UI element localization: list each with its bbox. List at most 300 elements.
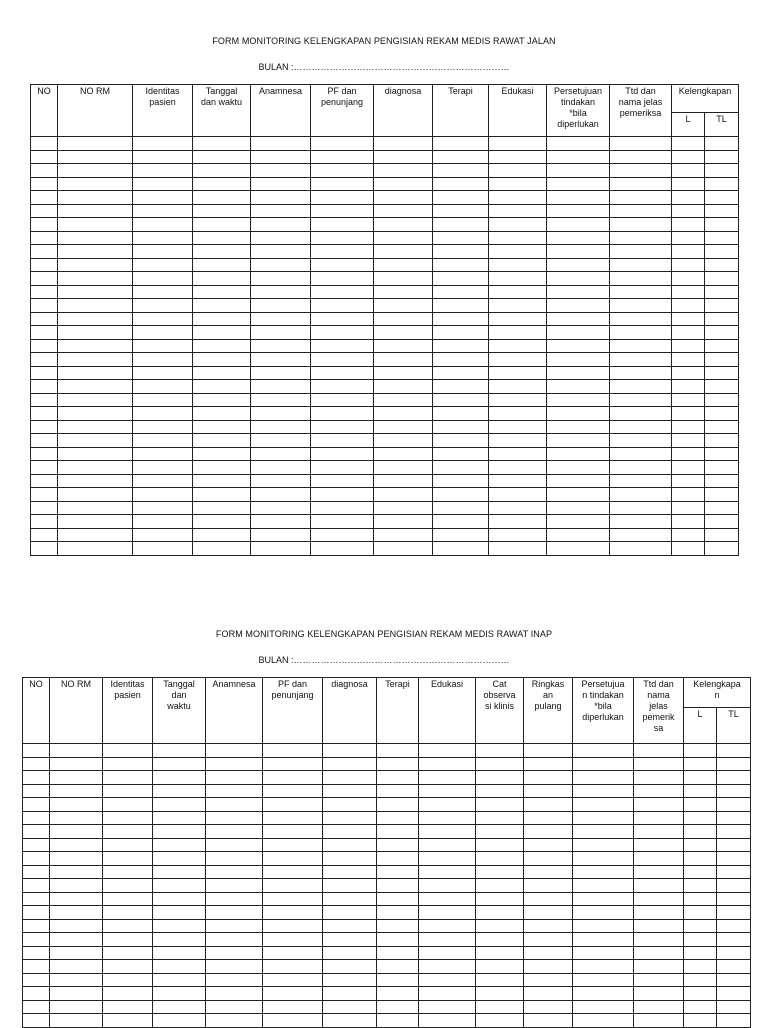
table-cell[interactable]: [153, 838, 206, 852]
table-cell[interactable]: [476, 960, 524, 974]
table-cell[interactable]: [705, 204, 739, 218]
table-cell[interactable]: [433, 393, 489, 407]
table-cell[interactable]: [547, 245, 610, 259]
table-cell[interactable]: [311, 191, 374, 205]
table-cell[interactable]: [193, 312, 251, 326]
table-cell[interactable]: [610, 434, 672, 448]
table-cell[interactable]: [251, 164, 311, 178]
table-cell[interactable]: [193, 231, 251, 245]
table-cell[interactable]: [103, 933, 153, 947]
table-cell[interactable]: [153, 825, 206, 839]
table-cell[interactable]: [547, 218, 610, 232]
table-cell[interactable]: [311, 488, 374, 502]
table-cell[interactable]: [672, 461, 705, 475]
table-cell[interactable]: [31, 339, 58, 353]
table-cell[interactable]: [133, 150, 193, 164]
table-cell[interactable]: [489, 366, 547, 380]
table-cell[interactable]: [433, 218, 489, 232]
table-cell[interactable]: [374, 150, 433, 164]
table-cell[interactable]: [610, 285, 672, 299]
table-cell[interactable]: [206, 757, 263, 771]
table-cell[interactable]: [193, 528, 251, 542]
table-cell[interactable]: [433, 326, 489, 340]
table-cell[interactable]: [23, 1014, 50, 1028]
table-cell[interactable]: [251, 204, 311, 218]
table-cell[interactable]: [489, 339, 547, 353]
table-cell[interactable]: [476, 919, 524, 933]
table-cell[interactable]: [323, 811, 377, 825]
table-cell[interactable]: [476, 1000, 524, 1014]
table-cell[interactable]: [103, 798, 153, 812]
table-cell[interactable]: [374, 285, 433, 299]
table-cell[interactable]: [524, 771, 573, 785]
table-cell[interactable]: [433, 339, 489, 353]
table-cell[interactable]: [672, 528, 705, 542]
table-cell[interactable]: [433, 407, 489, 421]
table-cell[interactable]: [684, 933, 717, 947]
table-cell[interactable]: [573, 825, 634, 839]
table-cell[interactable]: [50, 852, 103, 866]
table-cell[interactable]: [433, 501, 489, 515]
table-cell[interactable]: [153, 771, 206, 785]
table-cell[interactable]: [133, 204, 193, 218]
table-cell[interactable]: [50, 825, 103, 839]
table-cell[interactable]: [684, 973, 717, 987]
table-cell[interactable]: [374, 528, 433, 542]
table-cell[interactable]: [524, 987, 573, 1001]
table-cell[interactable]: [206, 771, 263, 785]
table-cell[interactable]: [31, 366, 58, 380]
table-cell[interactable]: [311, 353, 374, 367]
table-cell[interactable]: [311, 366, 374, 380]
table-cell[interactable]: [547, 420, 610, 434]
table-cell[interactable]: [377, 1000, 419, 1014]
table-cell[interactable]: [705, 434, 739, 448]
table-cell[interactable]: [684, 744, 717, 758]
table-cell[interactable]: [374, 434, 433, 448]
table-cell[interactable]: [311, 528, 374, 542]
table-cell[interactable]: [634, 771, 684, 785]
table-cell[interactable]: [705, 245, 739, 259]
table-cell[interactable]: [524, 852, 573, 866]
table-cell[interactable]: [31, 285, 58, 299]
table-cell[interactable]: [58, 177, 133, 191]
table-cell[interactable]: [103, 784, 153, 798]
table-cell[interactable]: [672, 272, 705, 286]
table-cell[interactable]: [58, 150, 133, 164]
table-cell[interactable]: [547, 515, 610, 529]
table-cell[interactable]: [634, 852, 684, 866]
table-cell[interactable]: [717, 973, 751, 987]
table-cell[interactable]: [311, 150, 374, 164]
table-cell[interactable]: [193, 542, 251, 556]
table-cell[interactable]: [377, 906, 419, 920]
table-cell[interactable]: [419, 865, 476, 879]
table-cell[interactable]: [705, 272, 739, 286]
table-cell[interactable]: [263, 960, 323, 974]
table-cell[interactable]: [547, 447, 610, 461]
table-cell[interactable]: [610, 515, 672, 529]
table-cell[interactable]: [524, 933, 573, 947]
table-cell[interactable]: [374, 258, 433, 272]
table-cell[interactable]: [193, 447, 251, 461]
table-cell[interactable]: [489, 299, 547, 313]
table-cell[interactable]: [717, 1000, 751, 1014]
table-cell[interactable]: [377, 919, 419, 933]
table-cell[interactable]: [103, 960, 153, 974]
table-cell[interactable]: [251, 366, 311, 380]
table-cell[interactable]: [50, 946, 103, 960]
table-cell[interactable]: [193, 191, 251, 205]
table-cell[interactable]: [547, 204, 610, 218]
table-cell[interactable]: [133, 164, 193, 178]
table-cell[interactable]: [476, 933, 524, 947]
table-cell[interactable]: [547, 339, 610, 353]
table-cell[interactable]: [193, 258, 251, 272]
table-cell[interactable]: [489, 312, 547, 326]
table-cell[interactable]: [717, 946, 751, 960]
table-cell[interactable]: [433, 177, 489, 191]
table-cell[interactable]: [58, 285, 133, 299]
table-cell[interactable]: [433, 150, 489, 164]
table-cell[interactable]: [489, 272, 547, 286]
table-cell[interactable]: [133, 231, 193, 245]
table-cell[interactable]: [672, 137, 705, 151]
table-cell[interactable]: [573, 852, 634, 866]
table-cell[interactable]: [58, 164, 133, 178]
table-cell[interactable]: [634, 1014, 684, 1028]
table-cell[interactable]: [193, 380, 251, 394]
table-cell[interactable]: [672, 299, 705, 313]
table-cell[interactable]: [311, 474, 374, 488]
table-cell[interactable]: [547, 461, 610, 475]
table-cell[interactable]: [31, 420, 58, 434]
table-cell[interactable]: [433, 137, 489, 151]
table-cell[interactable]: [672, 380, 705, 394]
table-cell[interactable]: [419, 960, 476, 974]
table-cell[interactable]: [251, 353, 311, 367]
table-cell[interactable]: [476, 784, 524, 798]
table-cell[interactable]: [251, 137, 311, 151]
table-cell[interactable]: [573, 744, 634, 758]
table-cell[interactable]: [23, 865, 50, 879]
table-cell[interactable]: [311, 231, 374, 245]
table-cell[interactable]: [672, 474, 705, 488]
table-cell[interactable]: [524, 960, 573, 974]
table-cell[interactable]: [433, 191, 489, 205]
table-cell[interactable]: [717, 744, 751, 758]
table-cell[interactable]: [23, 798, 50, 812]
table-cell[interactable]: [251, 177, 311, 191]
table-cell[interactable]: [251, 245, 311, 259]
table-cell[interactable]: [206, 825, 263, 839]
table-cell[interactable]: [374, 542, 433, 556]
table-cell[interactable]: [717, 811, 751, 825]
table-cell[interactable]: [610, 218, 672, 232]
table-cell[interactable]: [684, 838, 717, 852]
table-cell[interactable]: [103, 973, 153, 987]
table-cell[interactable]: [323, 987, 377, 1001]
table-cell[interactable]: [206, 960, 263, 974]
table-cell[interactable]: [31, 488, 58, 502]
table-cell[interactable]: [489, 245, 547, 259]
table-cell[interactable]: [374, 407, 433, 421]
table-cell[interactable]: [251, 231, 311, 245]
table-cell[interactable]: [476, 852, 524, 866]
table-cell[interactable]: [50, 1014, 103, 1028]
table-cell[interactable]: [610, 461, 672, 475]
table-cell[interactable]: [547, 380, 610, 394]
table-cell[interactable]: [705, 353, 739, 367]
table-cell[interactable]: [489, 258, 547, 272]
table-cell[interactable]: [705, 393, 739, 407]
table-cell[interactable]: [31, 474, 58, 488]
table-cell[interactable]: [193, 474, 251, 488]
table-cell[interactable]: [374, 326, 433, 340]
table-cell[interactable]: [684, 1014, 717, 1028]
table-cell[interactable]: [153, 946, 206, 960]
table-cell[interactable]: [717, 987, 751, 1001]
table-cell[interactable]: [705, 177, 739, 191]
table-cell[interactable]: [634, 906, 684, 920]
table-cell[interactable]: [374, 420, 433, 434]
table-cell[interactable]: [573, 973, 634, 987]
table-cell[interactable]: [31, 447, 58, 461]
table-cell[interactable]: [547, 474, 610, 488]
table-cell[interactable]: [31, 137, 58, 151]
table-cell[interactable]: [153, 987, 206, 1001]
table-cell[interactable]: [705, 366, 739, 380]
table-cell[interactable]: [672, 218, 705, 232]
table-cell[interactable]: [133, 245, 193, 259]
table-cell[interactable]: [23, 1000, 50, 1014]
table-cell[interactable]: [50, 798, 103, 812]
table-cell[interactable]: [311, 393, 374, 407]
table-cell[interactable]: [133, 258, 193, 272]
table-cell[interactable]: [311, 542, 374, 556]
table-cell[interactable]: [153, 852, 206, 866]
table-cell[interactable]: [50, 933, 103, 947]
table-cell[interactable]: [103, 852, 153, 866]
table-cell[interactable]: [573, 892, 634, 906]
table-cell[interactable]: [419, 973, 476, 987]
table-cell[interactable]: [524, 973, 573, 987]
table-cell[interactable]: [133, 528, 193, 542]
table-cell[interactable]: [58, 461, 133, 475]
table-cell[interactable]: [50, 757, 103, 771]
table-cell[interactable]: [705, 299, 739, 313]
table-cell[interactable]: [547, 231, 610, 245]
table-cell[interactable]: [206, 798, 263, 812]
table-cell[interactable]: [672, 204, 705, 218]
table-cell[interactable]: [263, 757, 323, 771]
table-cell[interactable]: [193, 218, 251, 232]
table-cell[interactable]: [705, 218, 739, 232]
table-cell[interactable]: [323, 960, 377, 974]
table-cell[interactable]: [524, 757, 573, 771]
table-cell[interactable]: [419, 919, 476, 933]
table-cell[interactable]: [251, 312, 311, 326]
table-cell[interactable]: [705, 150, 739, 164]
table-cell[interactable]: [705, 542, 739, 556]
table-cell[interactable]: [419, 1000, 476, 1014]
table-cell[interactable]: [672, 245, 705, 259]
table-cell[interactable]: [489, 150, 547, 164]
table-cell[interactable]: [524, 798, 573, 812]
table-cell[interactable]: [419, 838, 476, 852]
table-cell[interactable]: [193, 272, 251, 286]
table-cell[interactable]: [103, 1014, 153, 1028]
table-cell[interactable]: [705, 326, 739, 340]
table-cell[interactable]: [263, 852, 323, 866]
table-cell[interactable]: [684, 771, 717, 785]
table-cell[interactable]: [193, 488, 251, 502]
table-cell[interactable]: [433, 542, 489, 556]
table-cell[interactable]: [610, 177, 672, 191]
table-cell[interactable]: [193, 285, 251, 299]
table-cell[interactable]: [717, 892, 751, 906]
table-cell[interactable]: [377, 757, 419, 771]
table-cell[interactable]: [311, 447, 374, 461]
table-cell[interactable]: [573, 865, 634, 879]
table-cell[interactable]: [23, 946, 50, 960]
table-cell[interactable]: [419, 852, 476, 866]
table-cell[interactable]: [103, 744, 153, 758]
table-cell[interactable]: [547, 272, 610, 286]
table-cell[interactable]: [705, 258, 739, 272]
table-cell[interactable]: [684, 825, 717, 839]
table-cell[interactable]: [50, 960, 103, 974]
table-cell[interactable]: [193, 299, 251, 313]
table-cell[interactable]: [377, 933, 419, 947]
table-cell[interactable]: [323, 825, 377, 839]
table-cell[interactable]: [311, 164, 374, 178]
table-cell[interactable]: [684, 892, 717, 906]
table-cell[interactable]: [23, 744, 50, 758]
table-cell[interactable]: [634, 838, 684, 852]
table-cell[interactable]: [374, 272, 433, 286]
table-cell[interactable]: [251, 515, 311, 529]
table-cell[interactable]: [103, 906, 153, 920]
table-cell[interactable]: [684, 757, 717, 771]
table-cell[interactable]: [672, 447, 705, 461]
table-cell[interactable]: [717, 879, 751, 893]
table-cell[interactable]: [489, 231, 547, 245]
table-cell[interactable]: [705, 407, 739, 421]
table-cell[interactable]: [23, 784, 50, 798]
table-cell[interactable]: [133, 339, 193, 353]
table-cell[interactable]: [58, 542, 133, 556]
table-cell[interactable]: [476, 892, 524, 906]
table-cell[interactable]: [206, 865, 263, 879]
table-cell[interactable]: [206, 973, 263, 987]
table-cell[interactable]: [311, 326, 374, 340]
table-cell[interactable]: [323, 1014, 377, 1028]
table-cell[interactable]: [377, 960, 419, 974]
table-cell[interactable]: [634, 892, 684, 906]
table-cell[interactable]: [717, 771, 751, 785]
table-cell[interactable]: [547, 191, 610, 205]
table-cell[interactable]: [323, 852, 377, 866]
table-cell[interactable]: [133, 461, 193, 475]
table-cell[interactable]: [323, 946, 377, 960]
table-cell[interactable]: [133, 434, 193, 448]
table-cell[interactable]: [374, 366, 433, 380]
table-cell[interactable]: [153, 973, 206, 987]
table-cell[interactable]: [489, 353, 547, 367]
table-cell[interactable]: [31, 312, 58, 326]
table-cell[interactable]: [153, 906, 206, 920]
table-cell[interactable]: [31, 150, 58, 164]
table-cell[interactable]: [489, 542, 547, 556]
table-cell[interactable]: [377, 784, 419, 798]
table-cell[interactable]: [476, 838, 524, 852]
table-cell[interactable]: [717, 865, 751, 879]
table-cell[interactable]: [133, 299, 193, 313]
table-cell[interactable]: [251, 542, 311, 556]
table-cell[interactable]: [610, 258, 672, 272]
table-cell[interactable]: [672, 353, 705, 367]
table-cell[interactable]: [50, 919, 103, 933]
table-cell[interactable]: [684, 784, 717, 798]
table-cell[interactable]: [193, 339, 251, 353]
table-cell[interactable]: [374, 474, 433, 488]
table-cell[interactable]: [133, 137, 193, 151]
table-cell[interactable]: [374, 461, 433, 475]
table-cell[interactable]: [323, 757, 377, 771]
table-cell[interactable]: [206, 744, 263, 758]
table-cell[interactable]: [524, 1014, 573, 1028]
table-cell[interactable]: [374, 245, 433, 259]
table-cell[interactable]: [476, 973, 524, 987]
table-cell[interactable]: [31, 231, 58, 245]
table-cell[interactable]: [573, 1014, 634, 1028]
table-cell[interactable]: [476, 987, 524, 1001]
table-cell[interactable]: [58, 299, 133, 313]
table-cell[interactable]: [374, 204, 433, 218]
table-cell[interactable]: [31, 542, 58, 556]
table-cell[interactable]: [610, 528, 672, 542]
table-cell[interactable]: [23, 933, 50, 947]
table-cell[interactable]: [31, 245, 58, 259]
table-cell[interactable]: [133, 515, 193, 529]
table-cell[interactable]: [377, 987, 419, 1001]
table-cell[interactable]: [103, 865, 153, 879]
table-cell[interactable]: [610, 407, 672, 421]
table-cell[interactable]: [547, 164, 610, 178]
table-cell[interactable]: [705, 528, 739, 542]
table-cell[interactable]: [50, 879, 103, 893]
table-cell[interactable]: [263, 865, 323, 879]
table-cell[interactable]: [311, 407, 374, 421]
table-cell[interactable]: [476, 771, 524, 785]
table-cell[interactable]: [419, 906, 476, 920]
table-cell[interactable]: [610, 420, 672, 434]
table-cell[interactable]: [476, 879, 524, 893]
table-cell[interactable]: [672, 420, 705, 434]
table-cell[interactable]: [377, 771, 419, 785]
table-cell[interactable]: [103, 757, 153, 771]
table-cell[interactable]: [524, 825, 573, 839]
table-cell[interactable]: [433, 488, 489, 502]
table-cell[interactable]: [206, 933, 263, 947]
table-cell[interactable]: [547, 393, 610, 407]
table-cell[interactable]: [705, 380, 739, 394]
table-cell[interactable]: [263, 906, 323, 920]
table-cell[interactable]: [251, 488, 311, 502]
table-cell[interactable]: [634, 960, 684, 974]
table-cell[interactable]: [419, 798, 476, 812]
